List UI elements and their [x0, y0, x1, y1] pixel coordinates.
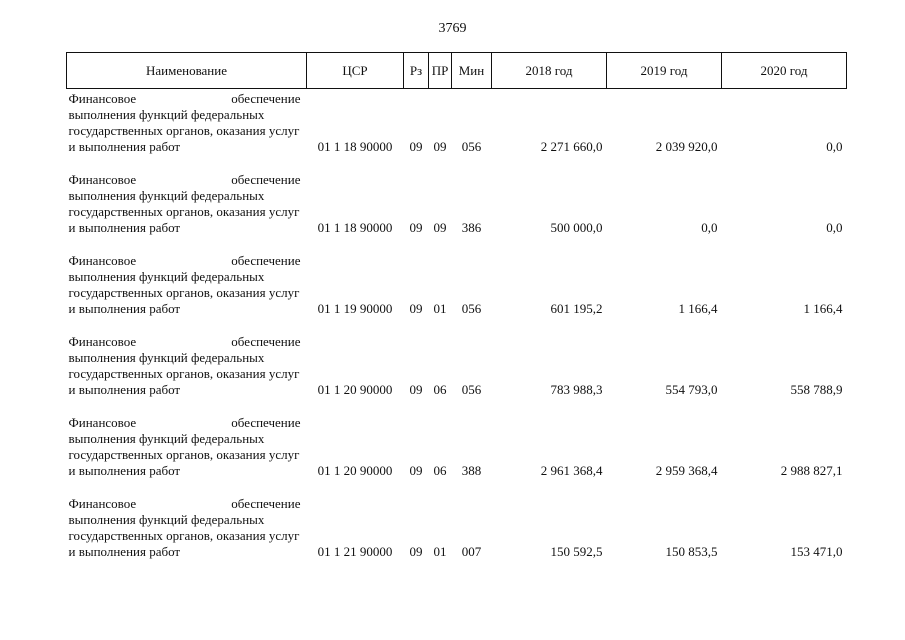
cell-2019: 1 166,4	[678, 301, 718, 316]
cell-name	[67, 156, 307, 237]
cell-name-rest: выполнения функций федеральных государственных органов, оказания услуг и выполнения работ	[68, 431, 300, 478]
table-row	[67, 156, 847, 237]
table-row	[67, 89, 847, 157]
cell-min: 056	[461, 301, 482, 316]
cell-2019: 2 959 368,4	[655, 463, 718, 478]
cell-pr: 06	[433, 382, 447, 397]
table-body	[67, 89, 847, 562]
cell-2020: 558 788,9	[790, 382, 843, 397]
cell-name	[67, 89, 307, 157]
cell-name-first-line: Финансовое обеспечение	[68, 172, 301, 187]
cell-csr: 01 1 18 90000	[317, 220, 393, 235]
cell-name-first-line: Финансовое обеспечение	[68, 253, 301, 268]
cell-2020: 153 471,0	[790, 544, 843, 559]
cell-name-rest: выполнения функций федеральных государственных органов, оказания услуг и выполнения работ	[68, 188, 300, 235]
cell-name-rest: выполнения функций федеральных государственных органов, оказания услуг и выполнения работ	[68, 512, 300, 559]
cell-csr: 01 1 20 90000	[317, 382, 393, 397]
cell-min: 386	[461, 220, 482, 235]
cell-2018: 783 988,3	[550, 382, 603, 397]
cell-2020: 0,0	[826, 220, 843, 235]
cell-pr: 06	[433, 463, 447, 478]
cell-rz: 09	[409, 220, 423, 235]
header-pr: ПР	[429, 53, 452, 89]
cell-rz: 09	[409, 463, 423, 478]
cell-2018: 150 592,5	[550, 544, 603, 559]
table-row	[67, 318, 847, 399]
cell-2019: 2 039 920,0	[655, 139, 718, 154]
cell-min: 388	[461, 463, 482, 478]
cell-min: 056	[461, 139, 482, 154]
header-2020: 2020 год	[722, 53, 847, 89]
page-number: 3769	[438, 21, 467, 36]
cell-name-first-line: Финансовое обеспечение	[68, 91, 301, 106]
cell-rz: 09	[409, 382, 423, 397]
cell-name-first-line: Финансовое обеспечение	[68, 334, 301, 349]
cell-pr: 01	[433, 544, 447, 559]
cell-rz: 09	[409, 139, 423, 154]
table-row	[67, 399, 847, 480]
cell-name	[67, 480, 307, 561]
cell-name	[67, 399, 307, 480]
cell-rz: 09	[409, 301, 423, 316]
cell-2018: 2 961 368,4	[540, 463, 603, 478]
cell-min: 056	[461, 382, 482, 397]
cell-2018: 2 271 660,0	[540, 139, 603, 154]
cell-name-rest: выполнения функций федеральных государственных органов, оказания услуг и выполнения работ	[68, 350, 300, 397]
cell-min: 007	[461, 544, 482, 559]
table-row	[67, 237, 847, 318]
cell-name-first-line: Финансовое обеспечение	[68, 496, 301, 511]
cell-2019: 554 793,0	[665, 382, 718, 397]
header-name: Наименование	[67, 53, 307, 89]
cell-rz: 09	[409, 544, 423, 559]
cell-pr: 09	[433, 139, 447, 154]
budget-table	[66, 52, 847, 561]
cell-2019: 150 853,5	[665, 544, 718, 559]
cell-name-first-line: Финансовое обеспечение	[68, 415, 301, 430]
cell-2020: 1 166,4	[803, 301, 843, 316]
cell-2018: 500 000,0	[550, 220, 603, 235]
cell-2019: 0,0	[701, 220, 718, 235]
header-2018: 2018 год	[492, 53, 607, 89]
cell-pr: 01	[433, 301, 447, 316]
cell-name-rest: выполнения функций федеральных государственных органов, оказания услуг и выполнения работ	[68, 107, 300, 154]
cell-csr: 01 1 18 90000	[317, 139, 393, 154]
cell-csr: 01 1 21 90000	[317, 544, 393, 559]
cell-2020: 2 988 827,1	[780, 463, 843, 478]
cell-csr: 01 1 20 90000	[317, 463, 393, 478]
header-rz: Рз	[404, 53, 429, 89]
cell-2018: 601 195,2	[550, 301, 603, 316]
cell-csr: 01 1 19 90000	[317, 301, 393, 316]
cell-2020: 0,0	[826, 139, 843, 154]
header-min: Мин	[452, 53, 492, 89]
table-row	[67, 480, 847, 561]
cell-pr: 09	[433, 220, 447, 235]
header-csr: ЦСР	[307, 53, 404, 89]
cell-name-rest: выполнения функций федеральных государственных органов, оказания услуг и выполнения работ	[68, 269, 300, 316]
cell-name	[67, 237, 307, 318]
table-header	[67, 53, 847, 89]
cell-name	[67, 318, 307, 399]
header-2019: 2019 год	[607, 53, 722, 89]
